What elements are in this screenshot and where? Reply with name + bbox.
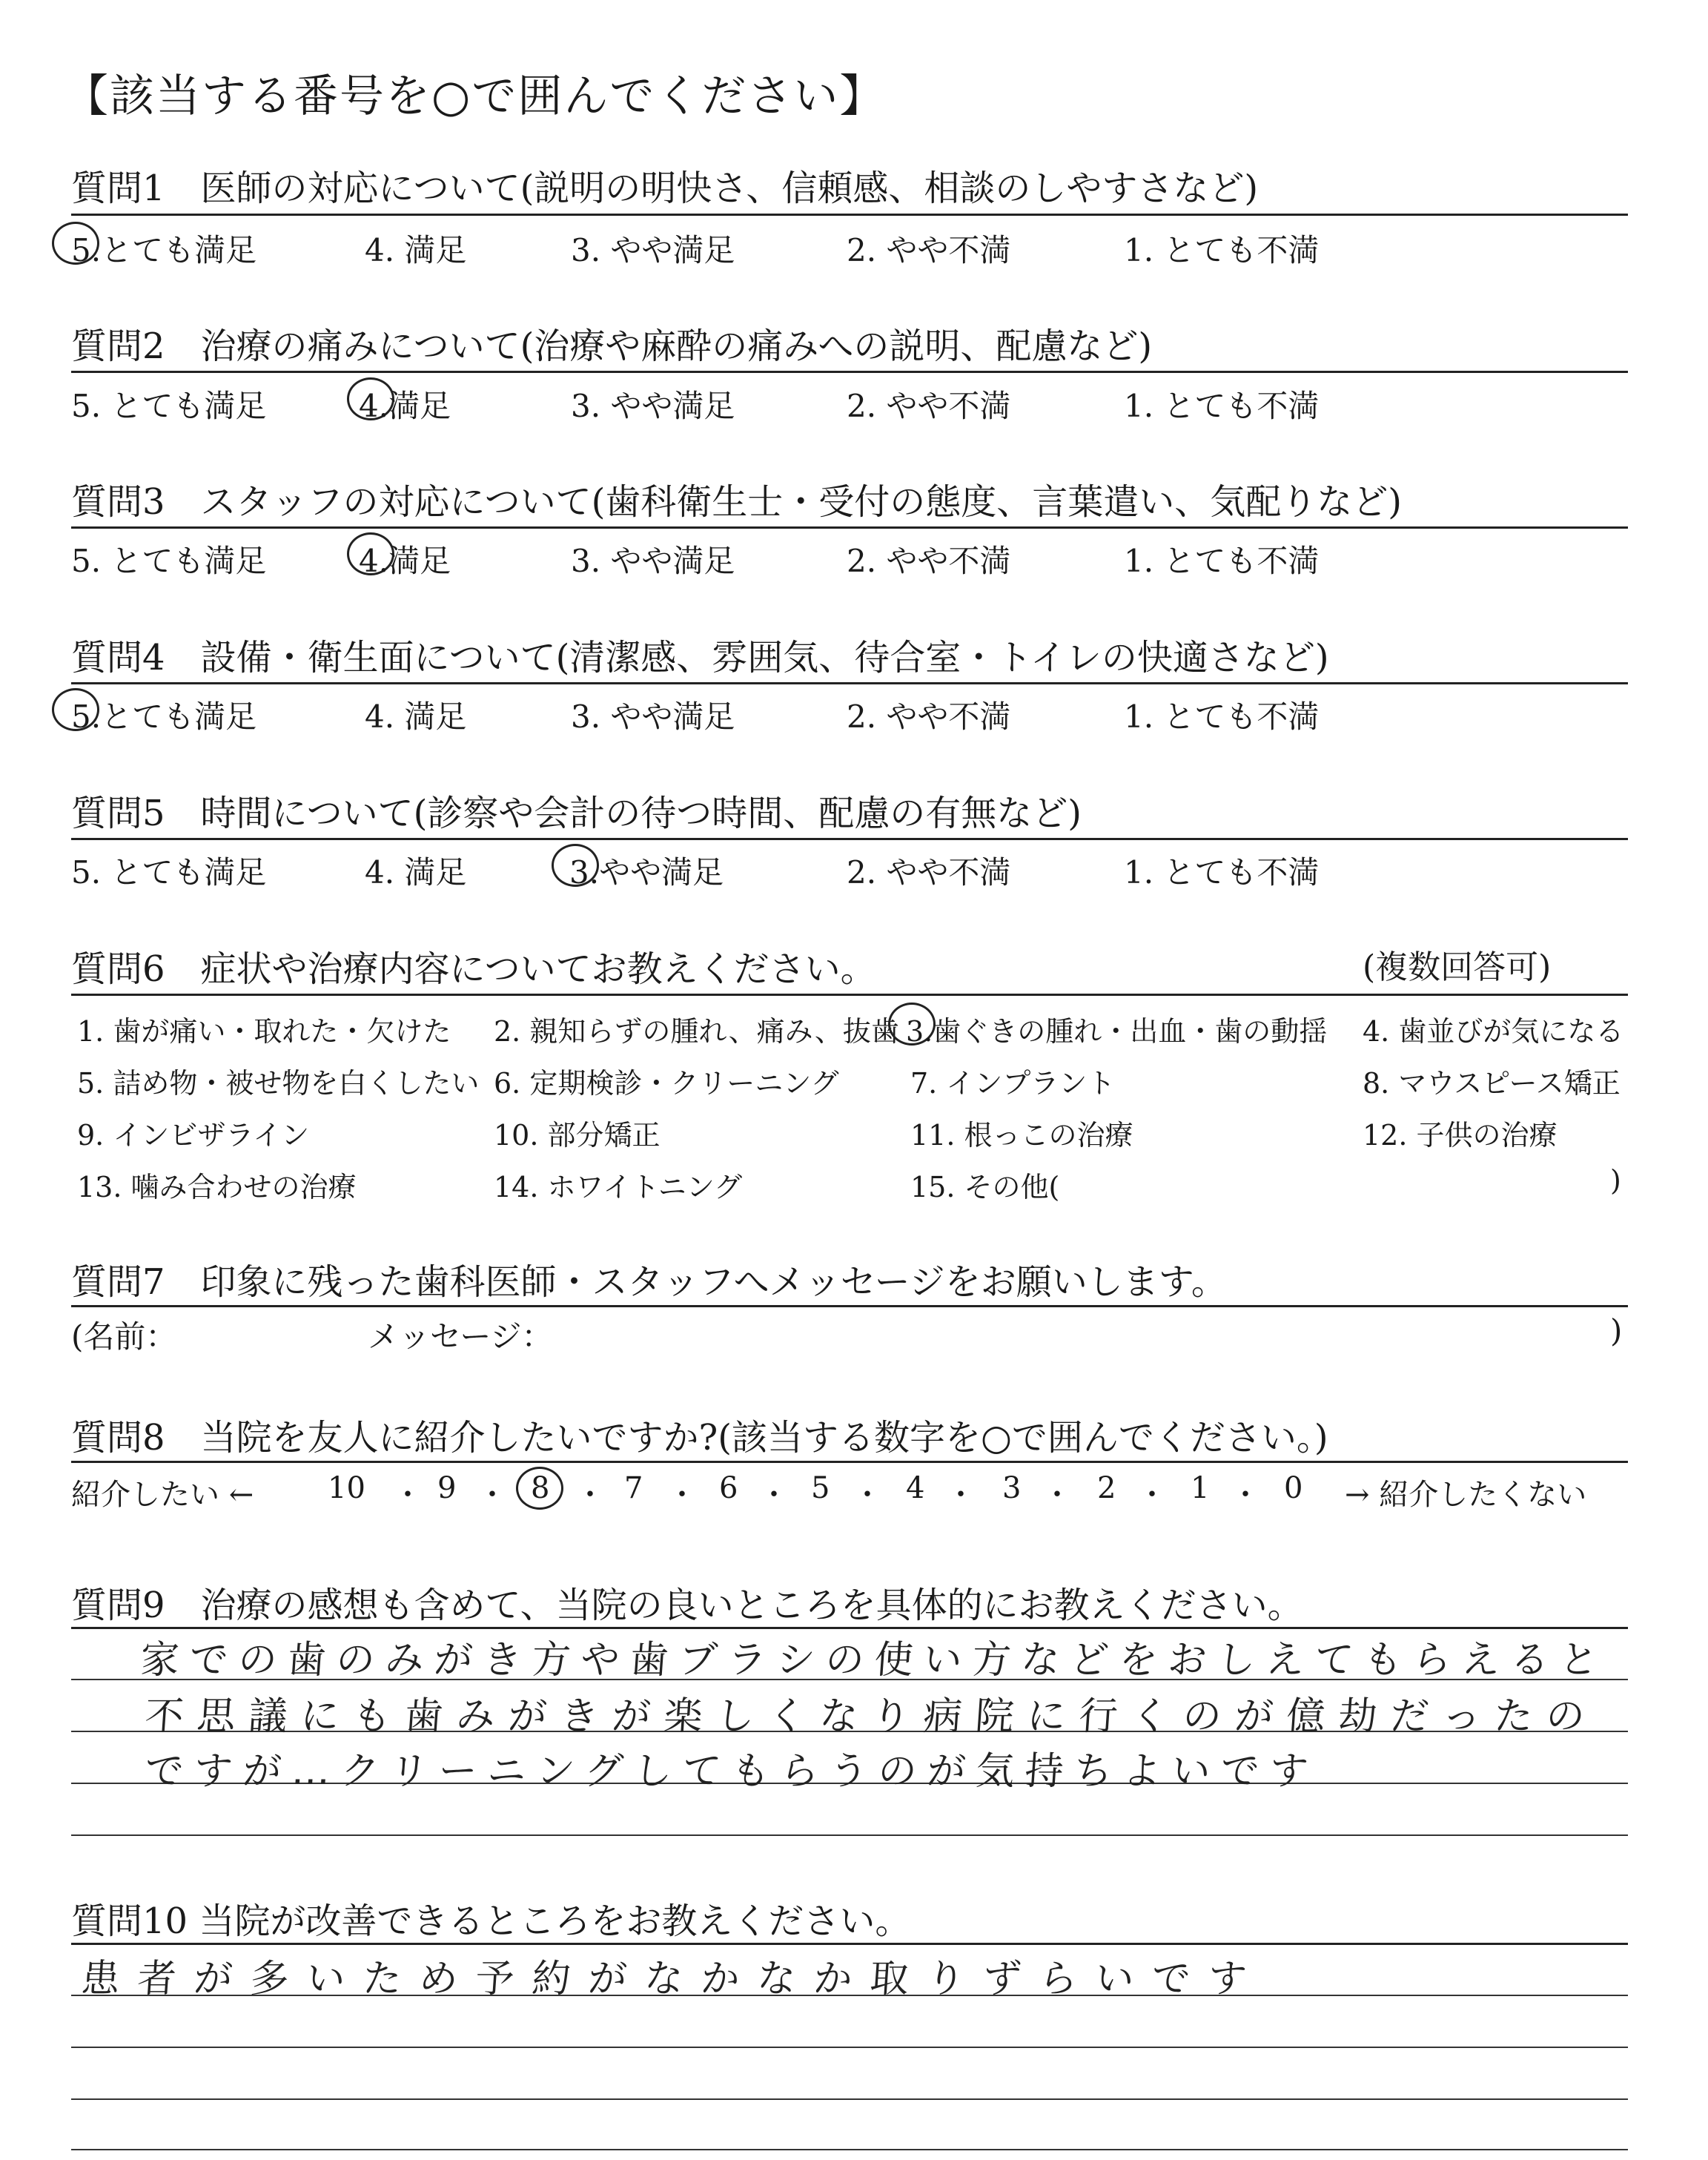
question-10-rule-4	[71, 2098, 1628, 2100]
q6-item-8[interactable]: 8. マウスピース矯正	[1363, 1067, 1621, 1100]
q6-item-11[interactable]: 11. 根っこの治療	[910, 1119, 1133, 1152]
q8-dot: ・	[1231, 1478, 1260, 1512]
question-10-rule-1	[71, 1943, 1628, 1945]
question-9-title: 質問9 治療の感想も含めて、当院の良いところを具体的にお教えください。	[71, 1585, 1303, 1626]
q4-option-5[interactable]: 5.とても満足	[71, 698, 257, 735]
question-6-rule	[71, 994, 1628, 996]
q8-dot: ・	[575, 1478, 605, 1512]
q6-item-14[interactable]: 14. ホワイトニング	[494, 1171, 743, 1203]
q5-option-4[interactable]: 4. 満足	[365, 854, 467, 891]
q4-option-1[interactable]: 1. とても不満	[1124, 698, 1320, 735]
q1-option-3[interactable]: 3. やや満足	[571, 232, 735, 268]
q6-item-15[interactable]: 15. その他(	[910, 1171, 1060, 1203]
q8-dot: ・	[759, 1478, 789, 1512]
q8-value-3[interactable]: 3	[1002, 1471, 1022, 1505]
q2-option-3[interactable]: 3. やや満足	[571, 388, 735, 424]
q2-option-2[interactable]: 2. やや不満	[847, 388, 1011, 424]
question-9-rule-5	[71, 1834, 1628, 1836]
q7-name-label: (名前：	[71, 1318, 177, 1355]
q1-option-2[interactable]: 2. やや不満	[847, 232, 1011, 268]
question-5-title: 質問5 時間について(診察や会計の待つ時間、配慮の有無など)	[71, 793, 1082, 834]
question-1-title: 質問1 医師の対応について(説明の明快さ、信頼感、相談のしやすさなど)	[71, 168, 1259, 209]
q3-option-2[interactable]: 2. やや不満	[847, 543, 1011, 579]
q8-dot: ・	[1137, 1478, 1167, 1512]
q6-item-6[interactable]: 6. 定期検診・クリーニング	[494, 1067, 839, 1100]
q8-value-4[interactable]: 4	[906, 1471, 925, 1505]
q6-item-2[interactable]: 2. 親知らずの腫れ、痛み、抜歯	[494, 1015, 899, 1048]
q1-option-5[interactable]: 5.とても満足	[71, 232, 257, 268]
q2-option-5[interactable]: 5. とても満足	[71, 388, 267, 424]
q6-item-5[interactable]: 5. 詰め物・被せ物を白くしたい	[77, 1067, 480, 1100]
q5-option-1[interactable]: 1. とても不満	[1124, 854, 1320, 891]
q8-value-5[interactable]: 5	[811, 1471, 830, 1505]
question-10-rule-5	[71, 2149, 1628, 2150]
form-header: 【該当する番号を○で囲んでください】	[64, 70, 886, 122]
q8-dot: ・	[946, 1478, 976, 1512]
q3-option-5[interactable]: 5. とても満足	[71, 543, 267, 579]
q4-option-2[interactable]: 2. やや不満	[847, 698, 1011, 735]
q8-value-6[interactable]: 6	[719, 1471, 738, 1505]
question-10-title: 質問10 当院が改善できるところをお教えください。	[71, 1900, 911, 1942]
question-7-rule	[71, 1305, 1628, 1307]
q8-value-0[interactable]: 0	[1284, 1471, 1303, 1505]
q8-dot: ・	[393, 1478, 423, 1512]
q8-value-10[interactable]: 10	[328, 1471, 365, 1505]
question-1-rule	[71, 214, 1628, 216]
q8-dot: ・	[667, 1478, 697, 1512]
q8-value-1[interactable]: 1	[1191, 1471, 1210, 1505]
question-3-title: 質問3 スタッフの対応について(歯科衛生士・受付の態度、言葉遣い、気配りなど)	[71, 481, 1403, 523]
q2-option-4[interactable]: 4.満足	[359, 388, 451, 424]
q7-message-label[interactable]: メッセージ：	[368, 1318, 553, 1355]
q6-item-12[interactable]: 12. 子供の治療	[1363, 1119, 1558, 1152]
q8-value-2[interactable]: 2	[1097, 1471, 1116, 1505]
question-6-title: 質問6 症状や治療内容についてお教えください。	[71, 948, 876, 990]
q6-item-7[interactable]: 7. インプラント	[910, 1067, 1116, 1100]
q8-value-9[interactable]: 9	[437, 1471, 457, 1505]
q6-item-4[interactable]: 4. 歯並びが気になる	[1363, 1015, 1624, 1048]
question-4-rule	[71, 682, 1628, 684]
question-10-rule-3	[71, 2047, 1628, 2048]
q8-right-label: → 紹介したくない	[1345, 1478, 1587, 1512]
q6-item-10[interactable]: 10. 部分矯正	[494, 1119, 661, 1152]
question-2-title: 質問2 治療の痛みについて(治療や麻酔の痛みへの説明、配慮など)	[71, 326, 1153, 367]
q9-answer-line-1: 家での歯のみがき方や歯ブラシの使い方などをおしえてもらえると	[139, 1638, 1610, 1682]
q8-dot: ・	[1042, 1478, 1072, 1512]
q3-option-4[interactable]: 4.満足	[359, 543, 451, 579]
question-5-rule	[71, 838, 1628, 840]
q5-option-5[interactable]: 5. とても満足	[71, 854, 267, 891]
q10-answer-line-1: 患者が多いため予約がなかなか取りずらいです	[79, 1957, 1266, 2001]
q6-item-13[interactable]: 13. 噛み合わせの治療	[77, 1171, 357, 1203]
question-7-title: 質問7 印象に残った歯科医師・スタッフへメッセージをお願いします。	[71, 1261, 1227, 1303]
question-6-note: (複数回答可)	[1363, 948, 1552, 986]
q5-option-3[interactable]: 3.やや満足	[569, 854, 724, 891]
question-8-rule	[71, 1461, 1628, 1463]
q4-option-3[interactable]: 3. やや満足	[571, 698, 735, 735]
question-3-rule	[71, 526, 1628, 529]
q4-option-4[interactable]: 4. 満足	[365, 698, 467, 735]
q6-item-1[interactable]: 1. 歯が痛い・取れた・欠けた	[77, 1015, 451, 1048]
q8-left-label: 紹介したい ←	[71, 1478, 254, 1512]
q8-value-8[interactable]: 8	[531, 1471, 550, 1505]
q6-item-3[interactable]: 3.歯ぐきの腫れ・出血・歯の動揺	[906, 1015, 1328, 1048]
q6-item-9[interactable]: 9. インビザライン	[77, 1119, 310, 1152]
q8-dot: ・	[477, 1478, 507, 1512]
question-8-title: 質問8 当院を友人に紹介したいですか?(該当する数字を○で囲んでください。)	[71, 1417, 1328, 1459]
q5-option-2[interactable]: 2. やや不満	[847, 854, 1011, 891]
q7-close-paren: )	[1610, 1312, 1623, 1349]
q9-answer-line-2: 不思議にも歯みがきが楽しくなり病院に行くのが億劫だったの	[143, 1694, 1600, 1739]
q9-answer-line-3: ですが…クリーニングしてもらうのが気持ちよいです	[143, 1749, 1320, 1794]
q6-item-15-close: )	[1610, 1164, 1621, 1197]
q8-dot: ・	[853, 1478, 882, 1512]
question-2-rule	[71, 371, 1628, 373]
q1-option-4[interactable]: 4. 満足	[365, 232, 467, 268]
q2-option-1[interactable]: 1. とても不満	[1124, 388, 1320, 424]
q3-option-1[interactable]: 1. とても不満	[1124, 543, 1320, 579]
q8-value-7[interactable]: 7	[624, 1471, 643, 1505]
question-4-title: 質問4 設備・衛生面について(清潔感、雰囲気、待合室・トイレの快適さなど)	[71, 637, 1329, 678]
q3-option-3[interactable]: 3. やや満足	[571, 543, 735, 579]
q1-option-1[interactable]: 1. とても不満	[1124, 232, 1320, 268]
